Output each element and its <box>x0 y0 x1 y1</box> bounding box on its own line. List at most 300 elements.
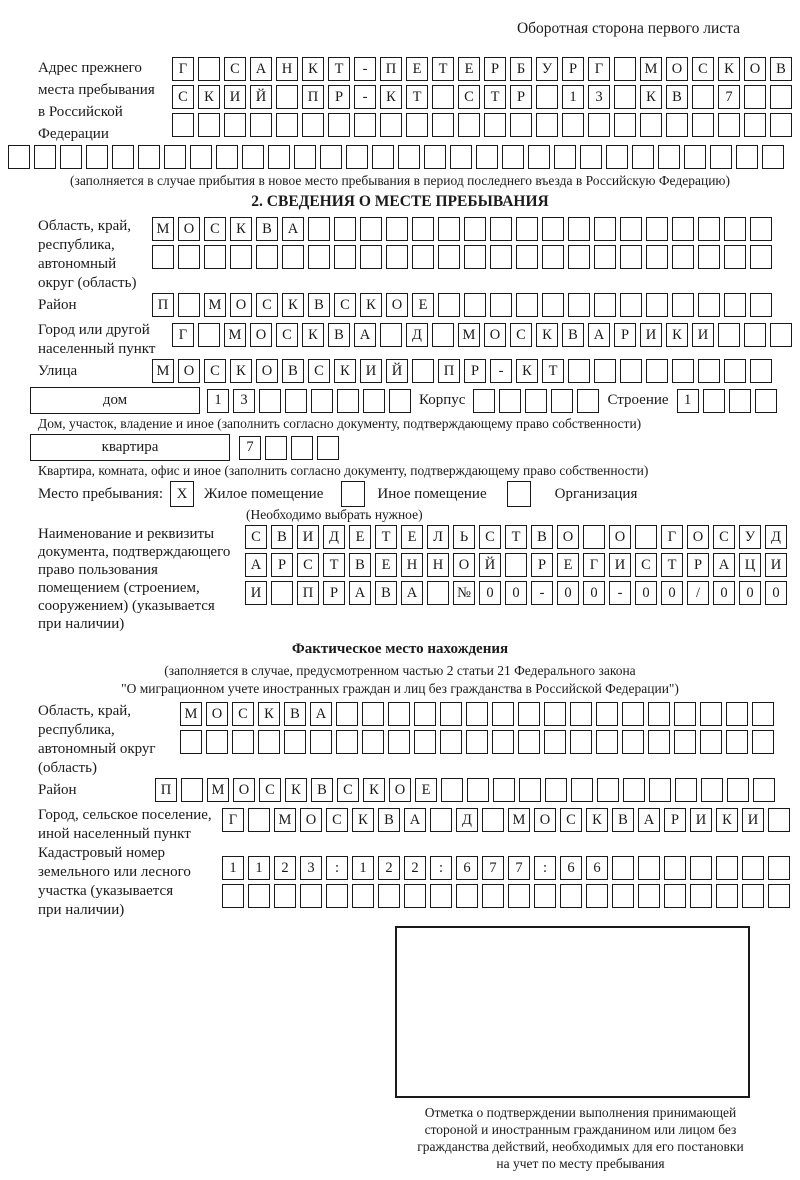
char-box <box>274 884 296 908</box>
char-box: Н <box>401 553 423 577</box>
char-box: М <box>152 359 174 383</box>
char-box <box>594 217 616 241</box>
char-box <box>672 245 694 269</box>
char-box: С <box>510 323 532 347</box>
char-box <box>612 884 634 908</box>
char-box <box>698 245 720 269</box>
stroenie-label: Строение <box>607 392 669 408</box>
char-box <box>505 553 527 577</box>
char-box <box>768 808 790 832</box>
char-box: К <box>640 85 662 109</box>
char-box <box>770 113 792 137</box>
char-box: С <box>692 57 714 81</box>
char-box: Т <box>505 525 527 549</box>
char-box: - <box>609 581 631 605</box>
text-line: Область, край, <box>38 703 132 719</box>
char-box <box>614 57 636 81</box>
char-box <box>622 702 644 726</box>
char-box: 0 <box>661 581 683 605</box>
region1-block <box>8 217 792 293</box>
char-box <box>406 113 428 137</box>
char-box <box>482 808 504 832</box>
char-box <box>430 884 452 908</box>
apartment-row <box>30 434 792 461</box>
char-box: В <box>378 808 400 832</box>
char-box: О <box>453 553 475 577</box>
char-box <box>346 145 368 169</box>
char-box: И <box>245 581 267 605</box>
char-box <box>762 145 784 169</box>
stay-type-note: (Необходимо выбрать нужное) <box>246 507 423 522</box>
char-box <box>672 217 694 241</box>
char-box <box>499 389 521 413</box>
char-box <box>360 217 382 241</box>
char-box: О <box>386 293 408 317</box>
char-box <box>736 145 758 169</box>
district2-row <box>155 778 775 802</box>
char-box <box>536 85 558 109</box>
char-box: В <box>770 57 792 81</box>
char-box <box>770 85 792 109</box>
apartment-cells <box>239 436 339 460</box>
char-box <box>291 436 313 460</box>
char-box: О <box>178 359 200 383</box>
char-box: К <box>302 57 324 81</box>
text-line: Кадастровый номер <box>38 845 165 861</box>
char-box <box>473 389 495 413</box>
stroenie-cells <box>677 389 777 413</box>
section3-note <box>8 662 792 698</box>
char-box: О <box>230 293 252 317</box>
char-box: В <box>282 359 304 383</box>
region2-label <box>38 702 180 778</box>
char-box <box>724 245 746 269</box>
city2-row <box>222 808 790 832</box>
prev-address-row3 <box>172 113 792 137</box>
text-line: Область, край, <box>38 218 132 234</box>
house-note: Дом, участок, владение и иное (заполнить согласно документу, подтверждающему право собственности) <box>38 416 642 431</box>
char-box: О <box>609 525 631 549</box>
char-box: О <box>744 57 766 81</box>
section2-title: 2. СВЕДЕНИЯ О МЕСТЕ ПРЕБЫВАНИЯ <box>251 193 549 210</box>
region2-block <box>8 702 792 778</box>
char-box <box>718 323 740 347</box>
char-box <box>542 245 564 269</box>
char-box: П <box>152 293 174 317</box>
char-box <box>703 389 725 413</box>
char-box: И <box>765 553 787 577</box>
char-box: Л <box>427 525 449 549</box>
char-box <box>632 145 654 169</box>
char-box <box>388 702 410 726</box>
char-box <box>701 778 723 802</box>
char-box: Н <box>427 553 449 577</box>
char-box <box>492 702 514 726</box>
char-box <box>386 217 408 241</box>
char-box <box>606 145 628 169</box>
char-box: С <box>713 525 735 549</box>
organization-label: Организация <box>554 485 638 502</box>
char-box: С <box>276 323 298 347</box>
char-box <box>404 884 426 908</box>
char-box: О <box>687 525 709 549</box>
char-box: Т <box>328 57 350 81</box>
char-box: В <box>271 525 293 549</box>
char-box: Т <box>375 525 397 549</box>
char-box: : <box>534 856 556 880</box>
char-box: М <box>458 323 480 347</box>
char-box: 1 <box>207 389 229 413</box>
char-box <box>181 778 203 802</box>
char-box: Т <box>323 553 345 577</box>
text-line: республика, <box>38 722 115 738</box>
char-box <box>178 293 200 317</box>
char-box <box>164 145 186 169</box>
text-line: иной населенный пункт <box>38 826 191 842</box>
char-box <box>672 293 694 317</box>
char-box: С <box>297 553 319 577</box>
char-box <box>750 293 772 317</box>
char-box: С <box>204 359 226 383</box>
char-box: К <box>363 778 385 802</box>
char-box <box>389 389 411 413</box>
char-box <box>646 245 668 269</box>
char-box <box>542 217 564 241</box>
char-box <box>466 702 488 726</box>
char-box <box>336 702 358 726</box>
region2-row1 <box>180 702 774 726</box>
char-box <box>414 730 436 754</box>
char-box: 2 <box>274 856 296 880</box>
char-box: 0 <box>557 581 579 605</box>
char-box: В <box>328 323 350 347</box>
char-box: Р <box>614 323 636 347</box>
char-box: Д <box>323 525 345 549</box>
char-box: : <box>430 856 452 880</box>
char-box <box>34 145 56 169</box>
char-box <box>570 730 592 754</box>
region2-row2 <box>180 730 774 754</box>
char-box <box>675 778 697 802</box>
char-box <box>664 884 686 908</box>
char-box <box>440 730 462 754</box>
char-box <box>430 808 452 832</box>
char-box: Г <box>172 323 194 347</box>
text-line: (заполняется в случае, предусмотренном частью 2 статьи 21 Федерального закона <box>164 663 636 678</box>
char-box: Т <box>661 553 683 577</box>
char-box <box>276 85 298 109</box>
char-box: К <box>282 293 304 317</box>
char-box: М <box>180 702 202 726</box>
char-box: О <box>484 323 506 347</box>
char-box <box>534 884 556 908</box>
street-row <box>152 359 772 383</box>
char-box: К <box>302 323 324 347</box>
char-box <box>450 145 472 169</box>
char-box <box>230 245 252 269</box>
other-premises-label: Иное помещение <box>377 485 487 502</box>
region1-row1 <box>152 217 772 241</box>
prev-address-row4 <box>8 145 792 169</box>
char-box: Е <box>375 553 397 577</box>
char-box <box>308 217 330 241</box>
char-box <box>60 145 82 169</box>
char-box: У <box>536 57 558 81</box>
char-box: 2 <box>404 856 426 880</box>
char-box: 1 <box>677 389 699 413</box>
char-box: О <box>666 57 688 81</box>
char-box <box>596 730 618 754</box>
char-box <box>493 778 515 802</box>
char-box: В <box>311 778 333 802</box>
char-box: П <box>155 778 177 802</box>
char-box: 1 <box>562 85 584 109</box>
char-box: 1 <box>352 856 374 880</box>
text-line: земельного или лесного <box>38 864 191 880</box>
char-box: - <box>354 85 376 109</box>
char-box <box>727 778 749 802</box>
char-box: О <box>256 359 278 383</box>
char-box: С <box>458 85 480 109</box>
char-box: Д <box>406 323 428 347</box>
char-box <box>152 245 174 269</box>
char-box <box>198 113 220 137</box>
stay-type-row <box>38 481 792 507</box>
char-box: С <box>245 525 267 549</box>
char-box <box>570 702 592 726</box>
char-box <box>620 245 642 269</box>
char-box <box>259 389 281 413</box>
char-box <box>502 145 524 169</box>
char-box: Р <box>562 57 584 81</box>
char-box <box>638 884 660 908</box>
char-box <box>744 113 766 137</box>
char-box <box>666 113 688 137</box>
char-box: И <box>690 808 712 832</box>
char-box <box>204 245 226 269</box>
char-box: С <box>334 293 356 317</box>
char-box <box>571 778 593 802</box>
char-box <box>440 702 462 726</box>
char-box <box>308 245 330 269</box>
char-box <box>700 730 722 754</box>
char-box <box>744 323 766 347</box>
char-box <box>594 359 616 383</box>
char-box <box>282 245 304 269</box>
char-box <box>752 702 774 726</box>
char-box <box>674 702 696 726</box>
apartment-note: Квартира, комната, офис и иное (заполнить согласно документу, подтверждающему право собственности) <box>38 463 649 478</box>
char-box: С <box>259 778 281 802</box>
text-line: стороной и иностранным гражданином или лицом без <box>424 1122 737 1137</box>
char-box: Р <box>328 85 350 109</box>
char-box: К <box>198 85 220 109</box>
char-box: Е <box>401 525 423 549</box>
char-box <box>362 730 384 754</box>
char-box <box>424 145 446 169</box>
section3-title: Фактическое место нахождения <box>291 641 509 657</box>
char-box <box>222 884 244 908</box>
text-line: населенный пункт <box>38 341 156 357</box>
district1-label: Район <box>38 297 77 313</box>
char-box <box>190 145 212 169</box>
char-box: О <box>534 808 556 832</box>
char-box <box>729 389 751 413</box>
char-box <box>700 702 722 726</box>
district2-label: Район <box>38 782 77 798</box>
house-row <box>30 387 792 414</box>
char-box <box>620 359 642 383</box>
char-box <box>412 245 434 269</box>
char-box <box>698 359 720 383</box>
char-box <box>476 145 498 169</box>
char-box: Р <box>687 553 709 577</box>
char-box <box>568 359 590 383</box>
char-box <box>265 436 287 460</box>
char-box <box>242 145 264 169</box>
prev-address-block <box>8 57 792 145</box>
char-box <box>300 884 322 908</box>
region1-label <box>38 217 152 293</box>
char-box <box>284 730 306 754</box>
char-box: Р <box>664 808 686 832</box>
char-box <box>112 145 134 169</box>
prev-address-rows <box>172 57 792 141</box>
char-box <box>354 113 376 137</box>
street-block <box>8 359 792 387</box>
char-box: К <box>285 778 307 802</box>
char-box <box>648 730 670 754</box>
char-box <box>752 730 774 754</box>
char-box: О <box>233 778 255 802</box>
char-box <box>588 113 610 137</box>
char-box: М <box>207 778 229 802</box>
char-box <box>258 730 280 754</box>
char-box: К <box>352 808 374 832</box>
char-box <box>464 293 486 317</box>
text-line: гражданства действий, необходимых для его постановки <box>417 1139 744 1154</box>
residential-checkbox[interactable]: X <box>170 481 194 507</box>
char-box: Й <box>479 553 501 577</box>
char-box: Е <box>412 293 434 317</box>
char-box: Г <box>583 553 605 577</box>
char-box <box>467 778 489 802</box>
char-box: К <box>360 293 382 317</box>
char-box <box>372 145 394 169</box>
char-box <box>250 113 272 137</box>
char-box <box>456 884 478 908</box>
char-box <box>432 85 454 109</box>
char-box <box>684 145 706 169</box>
char-box <box>638 856 660 880</box>
char-box <box>724 359 746 383</box>
char-box <box>640 113 662 137</box>
organization-checkbox[interactable] <box>507 481 531 507</box>
char-box: А <box>310 702 332 726</box>
char-box: Е <box>406 57 428 81</box>
residential-label: Жилое помещение <box>204 485 324 502</box>
char-box <box>432 113 454 137</box>
char-box: А <box>282 217 304 241</box>
char-box: В <box>349 553 371 577</box>
char-box: А <box>250 57 272 81</box>
char-box <box>742 856 764 880</box>
house-number-cells <box>207 389 411 413</box>
char-box <box>334 217 356 241</box>
char-box <box>674 730 696 754</box>
char-box <box>750 217 772 241</box>
char-box: В <box>375 581 397 605</box>
char-box: И <box>297 525 319 549</box>
char-box <box>690 884 712 908</box>
char-box: М <box>508 808 530 832</box>
city2-label <box>38 806 222 844</box>
char-box <box>597 778 619 802</box>
char-box: Г <box>172 57 194 81</box>
stamp-caption <box>358 1104 800 1172</box>
char-box <box>518 730 540 754</box>
char-box: Е <box>458 57 480 81</box>
char-box <box>620 293 642 317</box>
text-line: при наличии) <box>38 902 125 918</box>
char-box: 7 <box>482 856 504 880</box>
char-box <box>516 245 538 269</box>
district2-block <box>8 778 792 806</box>
char-box <box>216 145 238 169</box>
char-box <box>635 525 657 549</box>
char-box <box>458 113 480 137</box>
char-box: 1 <box>248 856 270 880</box>
char-box <box>492 730 514 754</box>
char-box: К <box>258 702 280 726</box>
char-box: И <box>742 808 764 832</box>
char-box: 6 <box>560 856 582 880</box>
char-box <box>380 323 402 347</box>
char-box <box>750 245 772 269</box>
char-box <box>516 217 538 241</box>
char-box: К <box>586 808 608 832</box>
char-box <box>536 113 558 137</box>
char-box <box>378 884 400 908</box>
char-box <box>178 245 200 269</box>
char-box <box>726 730 748 754</box>
char-box: О <box>557 525 579 549</box>
char-box <box>352 884 374 908</box>
char-box <box>755 389 777 413</box>
char-box <box>568 293 590 317</box>
char-box <box>562 113 584 137</box>
document-rows <box>245 525 787 609</box>
char-box: Р <box>531 553 553 577</box>
text-line: Наименование и реквизиты <box>38 526 215 542</box>
char-box: 3 <box>300 856 322 880</box>
char-box <box>362 702 384 726</box>
other-premises-checkbox[interactable] <box>341 481 365 507</box>
char-box <box>551 389 573 413</box>
char-box <box>466 730 488 754</box>
char-box <box>302 113 324 137</box>
char-box <box>398 145 420 169</box>
char-box <box>544 730 566 754</box>
char-box: 3 <box>588 85 610 109</box>
confirmation-stamp-box <box>395 926 750 1098</box>
char-box: У <box>739 525 761 549</box>
char-box: Г <box>588 57 610 81</box>
char-box: П <box>438 359 460 383</box>
text-line: Город, сельское поселение, <box>38 807 212 823</box>
char-box <box>612 856 634 880</box>
char-box: 2 <box>378 856 400 880</box>
